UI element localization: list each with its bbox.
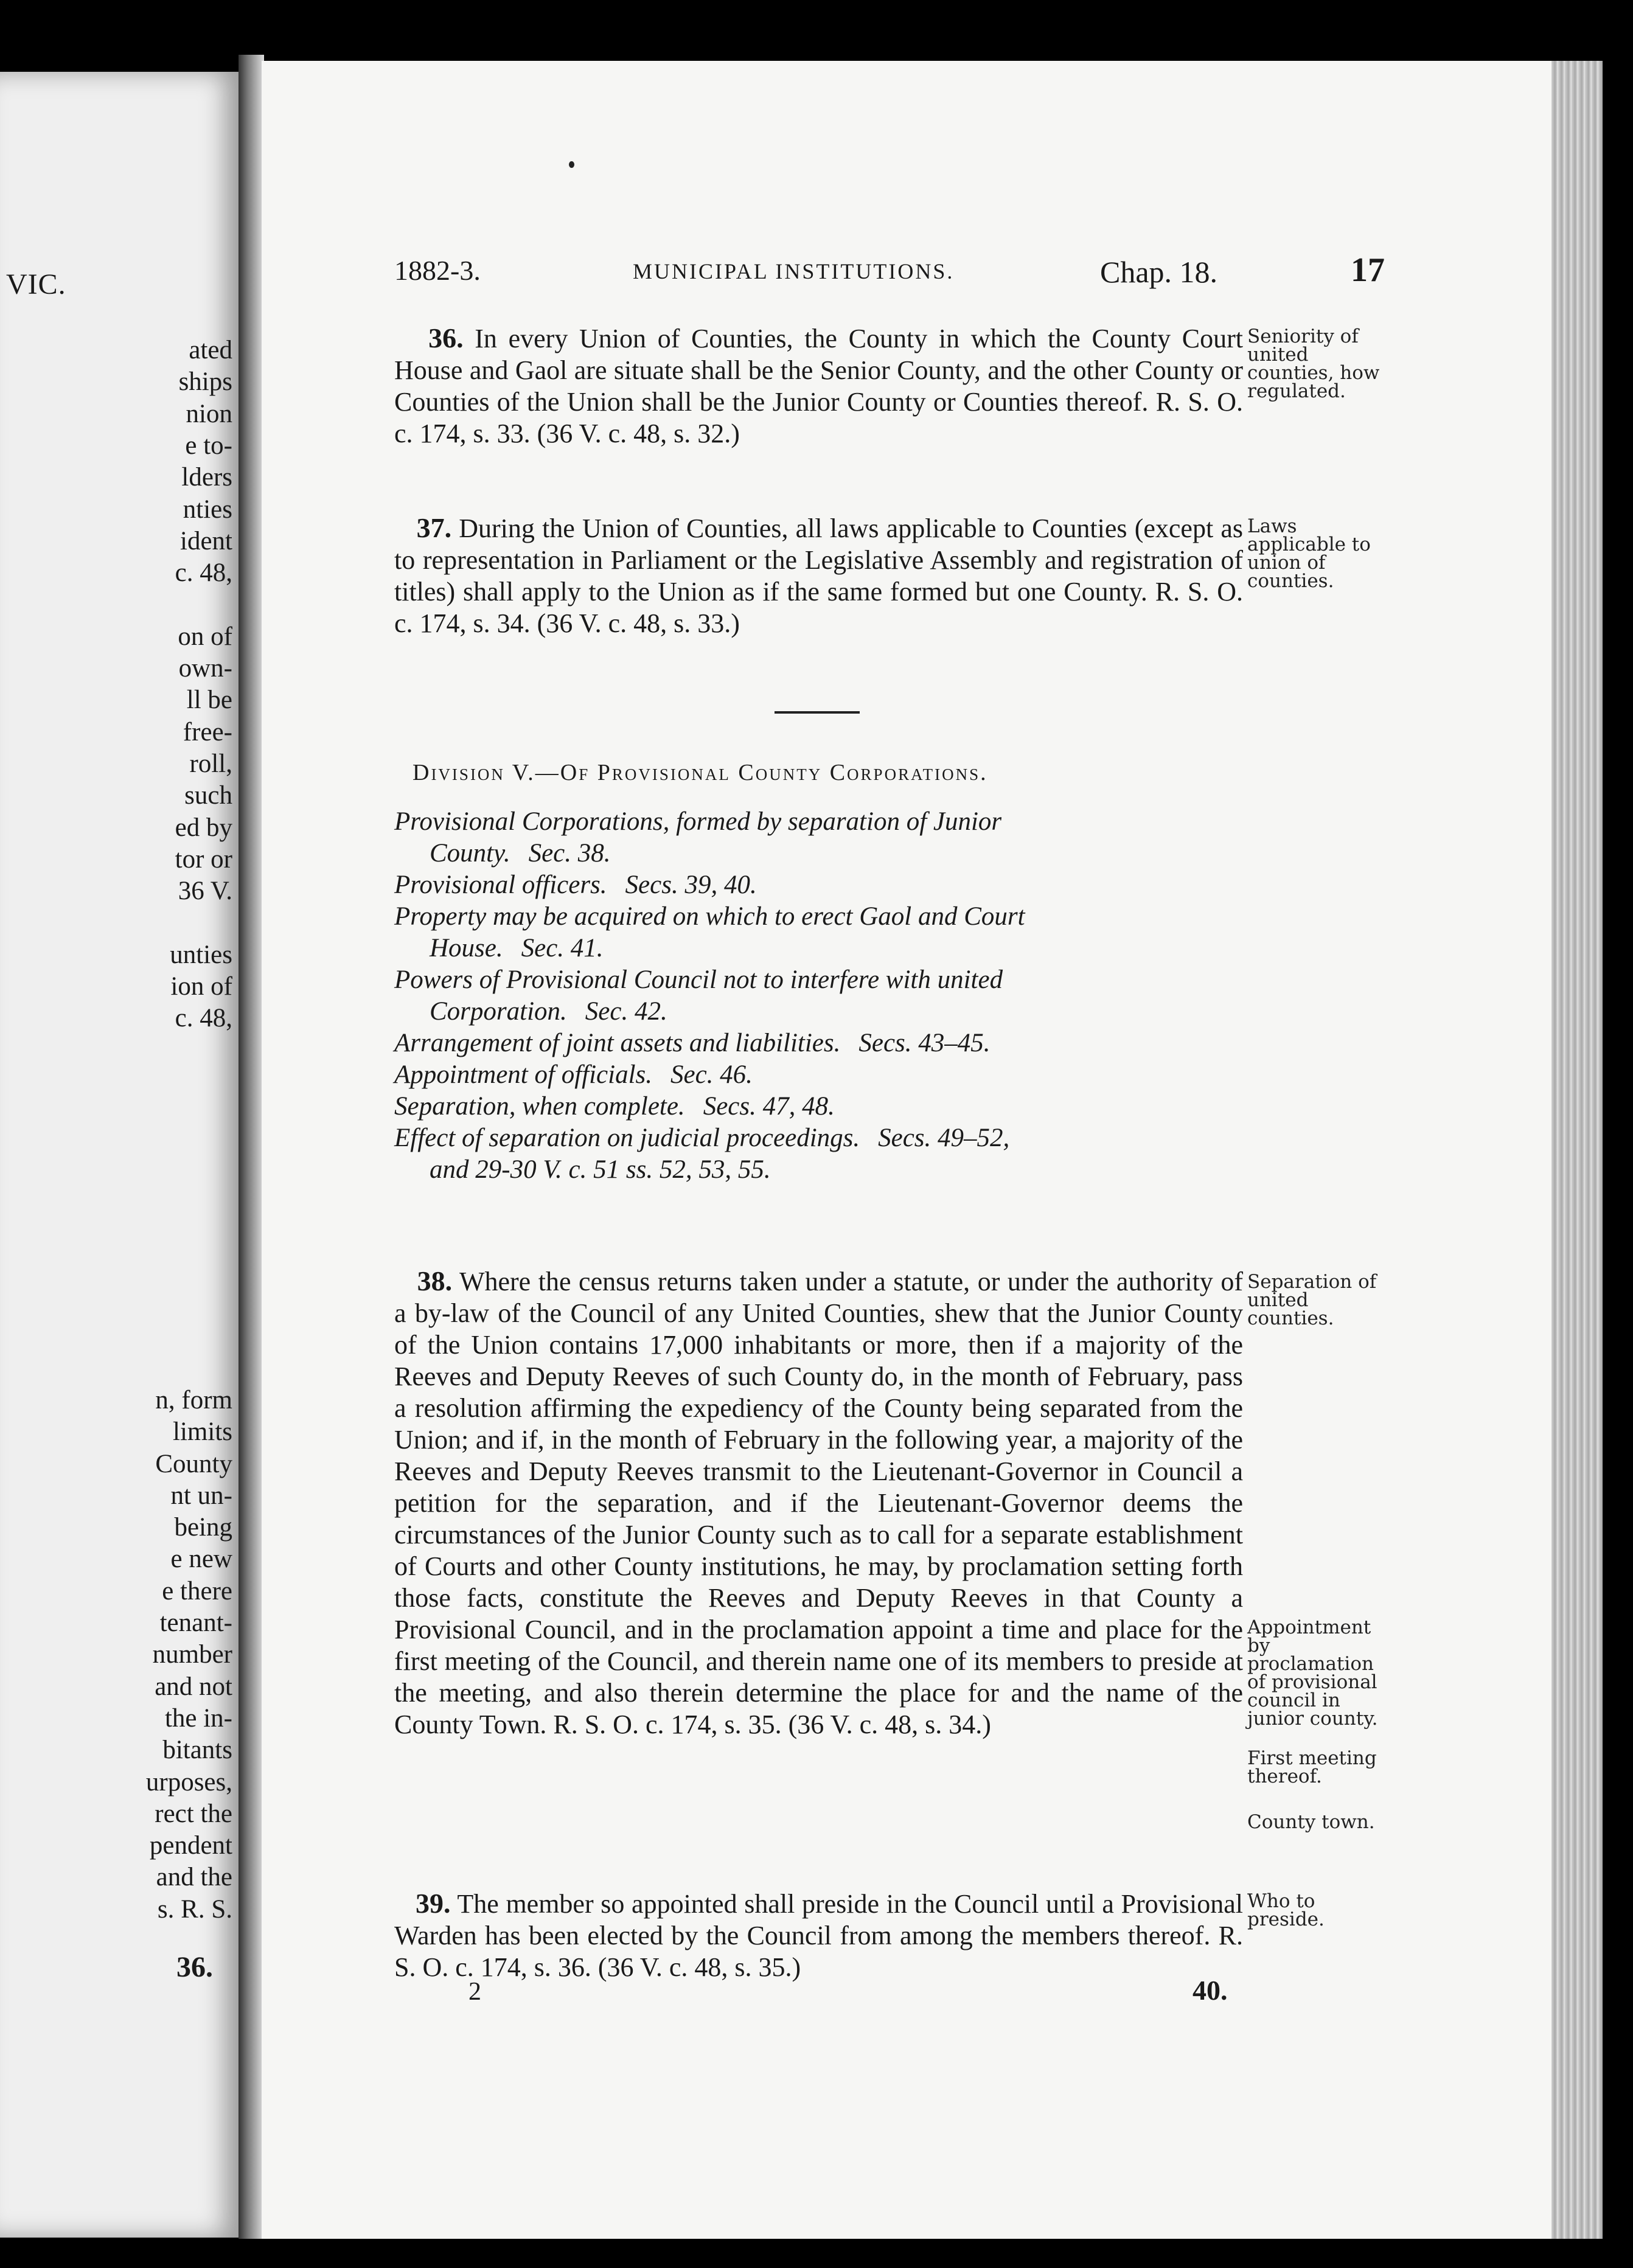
header-chapter: Chap. 18. [1100,255,1218,289]
toc-item-text: Property may be acquired on which to erect Gaol and Court [394,902,1025,931]
page-number: 17 [1351,251,1385,289]
toc-item-text: Provisional officers. [394,871,607,899]
toc-item-ref: Sec. 41. [521,934,604,962]
left-page-line: such [184,781,232,810]
left-page-line: limits [173,1418,232,1447]
left-page-line: c. 48, [175,558,232,588]
left-section-number: 36. [176,1951,213,1983]
section-37 [394,512,1243,639]
toc-item [394,901,1243,933]
left-page-line: nties [183,495,232,524]
toc-item [394,1028,1243,1059]
toc-item-continuation [394,838,1243,869]
left-running-head: VIC. [6,268,66,301]
scan-border-right [1603,0,1633,2268]
toc-item-ref: Sec. 38. [528,839,611,868]
left-page-line: and the [156,1863,232,1892]
header-year: 1882-3. [394,255,481,286]
left-page-line: free- [183,717,232,746]
section-text: Where the census returns taken under a statute, or under the authority of a by-law of the Council of any United Counties, shew that the Junior County of the Union contains 17,000 inhabitants or more, then if a majority of the Reeves and Deputy Reeves of such County do, in the month of February, pass a resolution affirming the expediency of the County being separated from the Union; and if, in the month of February in the following year, a majority of the Reeves and Deputy Reeves transmit to the Lieutenant-Governor in Council a petition for the separation, and if the Lieutenant-Governor deems the circumstances of the Junior County such as to call for a separate establishment of Courts and other County institutions, he may, by proclamation setting forth those facts, constitute the Reeves and Deputy Reeves in that County a Provisional Council, and in the proclamation appoint a time and place for the first meeting of the Council, and therein name one of its members to preside at the meeting, and also therein determine the place for and the name of the County Town. R. S. O. c. 174, s. 35. (36 V. c. 48, s. 34.) [394,1267,1243,1739]
margin-note-38-first-meeting: First meeting thereof. [1247,1747,1377,1787]
left-page-line: ident [180,526,232,555]
header-title: MUNICIPAL INSTITUTIONS. [633,259,955,284]
left-page-line: e there [162,1576,232,1605]
toc-item-continuation [394,933,1243,964]
toc-item-continuation [394,996,1243,1028]
margin-note-38-appointment: Appointment by proclamation of provisional council in junior county. [1247,1616,1378,1730]
margin-note-38-county-town: County town. [1247,1811,1375,1833]
division-contents [394,806,1243,1186]
left-page-line: pendent [149,1831,232,1860]
toc-item [394,1059,1243,1091]
left-page-line: being [174,1513,232,1542]
left-page-line: on of [178,622,232,651]
left-page-line: s. R. S. [157,1894,232,1924]
speck [569,161,574,168]
left-page-line: and not [155,1672,232,1701]
left-page-line: bitants [162,1736,232,1765]
left-page-line: tor or [175,844,232,874]
toc-item-cont-text: House. [430,934,503,962]
catchword-next-section: 40. [1193,1975,1228,2006]
toc-item-ref: Secs. 47, 48. [703,1092,835,1121]
toc-item-text: Provisional Corporations, formed by separation of Junior [394,807,1002,836]
signature-mark: 2 [468,1978,481,2006]
left-page-line: ships [178,367,232,397]
section-number: 38. [417,1265,453,1296]
left-page [0,72,243,2238]
toc-item-cont-text: and 29-30 V. c. 51 ss. 52, 53, 55. [430,1155,771,1184]
toc-item [394,1091,1243,1122]
left-page-line: ion of [170,972,232,1001]
left-page-line: nion [186,399,232,428]
left-page-line: e new [170,1545,232,1574]
toc-item-ref: Secs. 39, 40. [625,871,757,899]
scan-border-bottom [0,2239,1633,2268]
toc-item-text: Powers of Provisional Council not to interfere with united [394,965,1003,994]
left-page-line: c. 48, [175,1004,232,1033]
left-page-line: ed by [175,813,232,842]
toc-item [394,806,1243,838]
page-edges [1551,61,1603,2239]
toc-item-text: Effect of separation on judicial proceedings. [394,1124,860,1152]
section-text: During the Union of Counties, all laws applicable to Counties (except as to representation in Parliament or the Legislative Assembly and registration of titles) shall apply to the Union as if the same formed but one County. R. S. O. c. 174, s. 34. (36 V. c. 48, s. 33.) [394,513,1243,638]
toc-item-text: Appointment of officials. [394,1060,652,1089]
section-text: The member so appointed shall preside in the Council until a Provisional Warden has been elected by the Council from among the members thereof. R. S. O. c. 174, s. 36. (36 V. c. 48, s. 35.) [394,1889,1243,1982]
left-page-line: nt un- [170,1481,232,1510]
book-gutter [239,55,264,2245]
toc-item-ref: Sec. 46. [670,1060,753,1089]
left-page-line: tenant- [159,1609,232,1637]
left-page-line: e to- [185,431,232,460]
section-text: In every Union of Counties, the County in which the County Court House and Gaol are situate shall be the Senior County, and the other County or Counties of the Union shall be the Junior County or Counties thereof. R. S. O. c. 174, s. 33. (36 V. c. 48, s. 32.) [394,324,1243,448]
toc-item-ref: Secs. 43–45. [858,1029,991,1057]
left-page-line: unties [170,940,232,969]
left-page-line: County [155,1449,232,1478]
toc-item-ref: Sec. 42. [585,997,667,1026]
section-36 [394,322,1243,450]
toc-item [394,869,1243,901]
toc-item [394,964,1243,996]
section-38 [394,1265,1243,1741]
section-39 [394,1888,1243,1983]
section-number: 37. [416,512,452,543]
toc-item-ref: Secs. 49–52, [878,1124,1010,1152]
left-page-line: ated [189,336,232,364]
section-divider [775,711,860,714]
left-page-line: rect the [155,1799,232,1828]
toc-item-cont-text: County. [430,839,510,868]
toc-item-text: Arrangement of joint assets and liabilities. [394,1029,841,1057]
division-heading: Division V.—Of Provisional County Corporations. [413,760,988,785]
left-page-line: own- [178,654,232,683]
margin-note-39: Who to preside. [1247,1890,1325,1930]
toc-item-cont-text: Corporation. [430,997,567,1026]
section-number: 39. [416,1888,451,1919]
left-page-line: number [152,1640,232,1669]
toc-item [394,1122,1243,1154]
left-page-line: 36 V. [178,877,232,906]
section-number: 36. [428,322,464,353]
margin-note-36: Seniority of united counties, how regulated. [1247,325,1380,402]
left-page-line: lders [181,463,232,492]
left-page-line: ll be [186,686,232,715]
left-page-line: the in- [164,1703,232,1733]
toc-item-text: Separation, when complete. [394,1092,685,1121]
margin-note-37: Laws applicable to union of counties. [1247,515,1371,592]
toc-item-continuation [394,1154,1243,1186]
right-page [262,61,1551,2239]
margin-note-38-separation: Separation of united counties. [1247,1271,1377,1329]
left-page-line: n, form [155,1385,232,1414]
left-page-line: urposes, [145,1767,232,1797]
left-page-line: roll, [189,749,232,778]
